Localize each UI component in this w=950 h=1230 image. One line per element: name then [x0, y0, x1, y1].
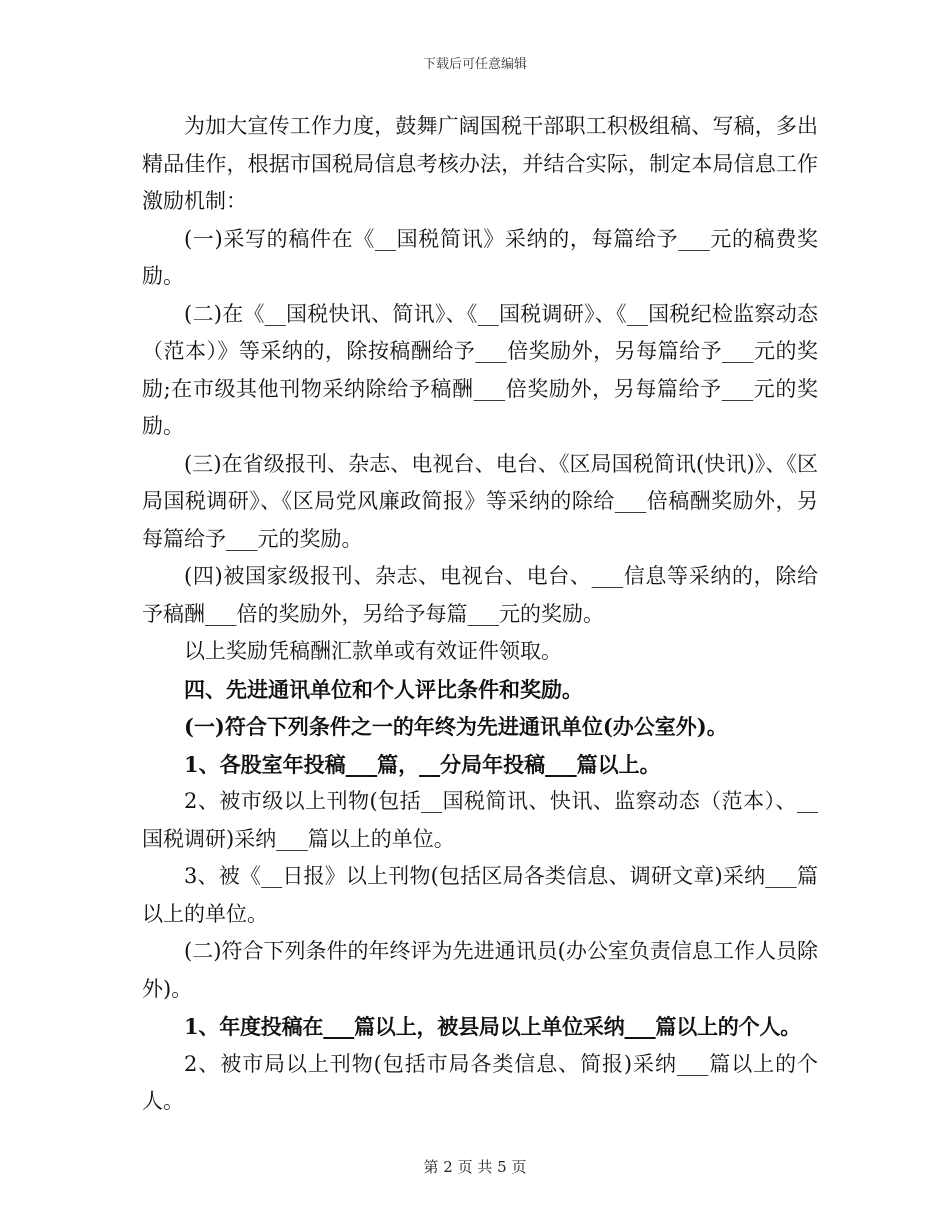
- paragraph: (四)被国家级报刊、杂志、电视台、电台、___信息等采纳的，除给予稿酬___倍的奖励外，另给予每篇___元的奖励。: [142, 564, 818, 626]
- paragraph: 2、被市级以上刊物(包括__国税简讯、快讯、监察动态（范本）、__国税调研)采纳___篇以上的单位。: [142, 789, 818, 851]
- subsection-heading: (一)符合下列条件之一的年终为先进通讯单位(办公室外)。: [184, 714, 728, 739]
- paragraph: 以上奖励凭稿酬汇款单或有效证件领取。: [184, 639, 562, 663]
- paragraph: (二)符合下列条件的年终评为先进通讯员(办公室负责信息工作人员除外)。: [142, 939, 818, 1001]
- paragraph: 1、各股室年投稿___篇，__分局年投稿___篇以上。: [184, 751, 661, 777]
- paragraph: (二)在《__国税快讯、简讯》、《__国税调研》、《__国税纪检监察动态（范本）》等采纳的，除按稿酬给予___倍奖励外，另每篇给予___元的奖励;在市级其他刊物采纳除给予稿酬___倍奖励外，另每篇给予___元的奖励。: [142, 301, 818, 438]
- document-body: [142, 108, 818, 1121]
- page-header: 下载后可任意编辑: [422, 57, 527, 72]
- paragraph: (三)在省级报刊、杂志、电视台、电台、《区局国税简讯(快讯)》、《区局国税调研》、《区局党风廉政简报》等采纳的除给___倍稿酬奖励外，另每篇给予___元的奖励。: [142, 451, 818, 551]
- paragraph: 2、被市局以上刊物(包括市局各类信息、简报)采纳___篇以上的个人。: [142, 1051, 818, 1113]
- paragraph: 为加大宣传工作力度，鼓舞广阔国税干部职工积极组稿、写稿，多出精品佳作，根据市国税局信息考核办法，并结合实际，制定本局信息工作激励机制：: [142, 114, 818, 213]
- paragraph: (一)采写的稿件在《__国税简讯》采纳的，每篇给予___元的稿费奖励。: [142, 226, 818, 288]
- page-footer: 第 2 页 共 5 页: [423, 1158, 527, 1176]
- paragraph: 3、被《__日报》以上刊物(包括区局各类信息、调研文章)采纳___篇以上的单位。: [142, 864, 818, 926]
- section-heading: 四、先进通讯单位和个人评比条件和奖励。: [184, 676, 583, 702]
- paragraph: 1、年度投稿在___篇以上，被县局以上单位采纳___篇以上的个人。: [184, 1014, 802, 1039]
